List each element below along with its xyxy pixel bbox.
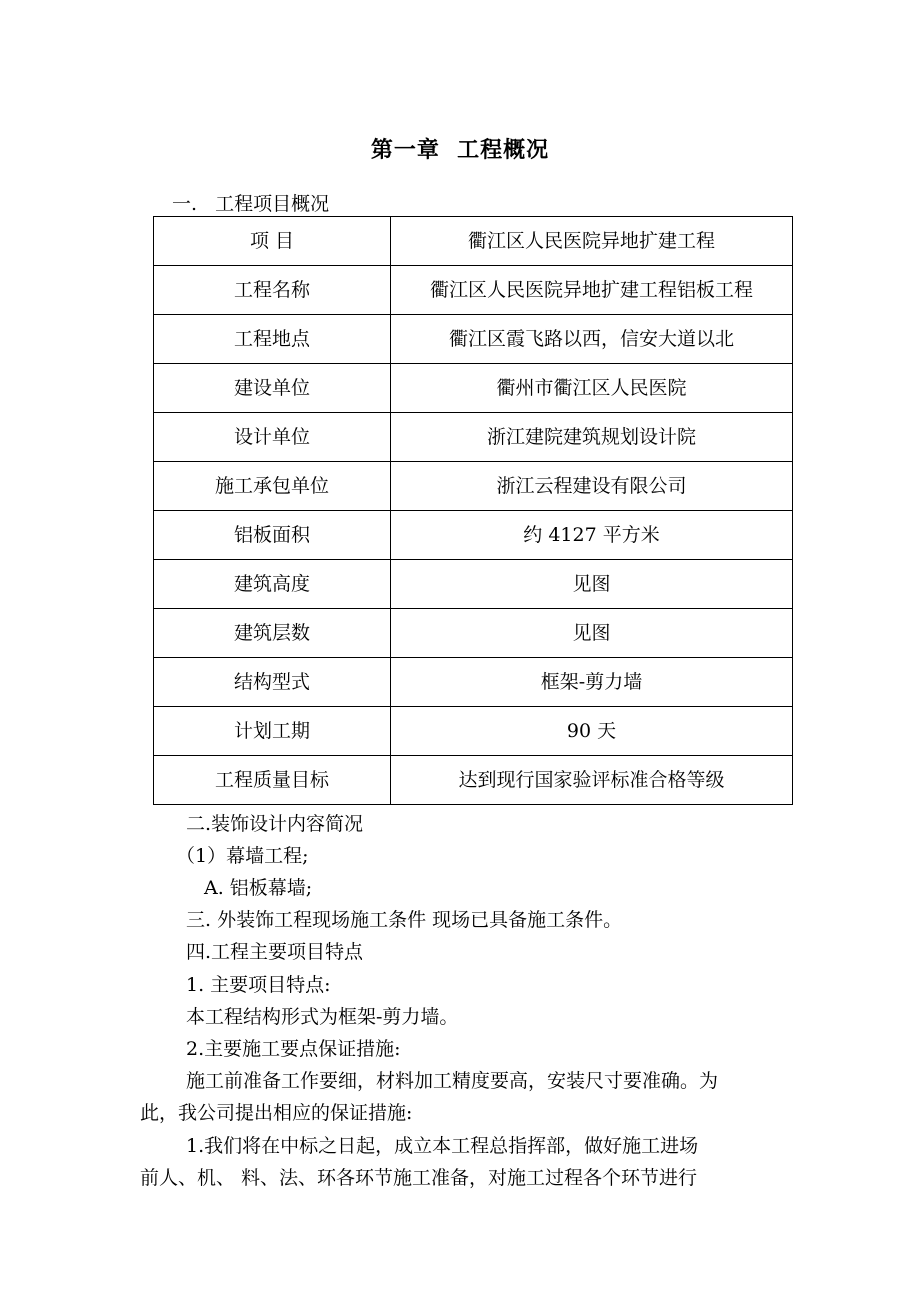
section-heading-site-conditions: 三. 外装饰工程现场施工条件 现场已具备施工条件。: [186, 909, 623, 931]
row-value: 约 4127 平方米: [391, 511, 793, 560]
row-label: 建筑层数: [154, 609, 391, 658]
row-label: 工程质量目标: [154, 756, 391, 805]
table-row: [154, 560, 793, 609]
row-label: 建设单位: [154, 364, 391, 413]
row-value: 浙江云程建设有限公司: [391, 462, 793, 511]
table-row: [154, 756, 793, 805]
list-item-aluminum-panel: A. 铝板幕墙;: [204, 877, 313, 899]
table-row: [154, 413, 793, 462]
table-row: [154, 315, 793, 364]
section-heading-design-content: 二.装饰设计内容简况: [186, 813, 364, 835]
row-label: 工程名称: [154, 266, 391, 315]
row-value: 浙江建院建筑规划设计院: [391, 413, 793, 462]
row-value: 衢江区人民医院异地扩建工程: [391, 217, 793, 266]
row-value: 衢江区霞飞路以西，信安大道以北: [391, 315, 793, 364]
paragraph-line: 施工前准备工作要细，材料加工精度要高，安装尺寸要准确。为: [186, 1070, 719, 1092]
row-label: 施工承包单位: [154, 462, 391, 511]
table-row: [154, 609, 793, 658]
table-row: [154, 511, 793, 560]
section-heading-project-overview: 一. 工程项目概况: [172, 193, 330, 215]
row-value: 衢州市衢江区人民医院: [391, 364, 793, 413]
row-label: 工程地点: [154, 315, 391, 364]
row-value: 衢江区人民医院异地扩建工程铝板工程: [391, 266, 793, 315]
row-value: 达到现行国家验评标准合格等级: [391, 756, 793, 805]
paragraph-line: 前人、机、 料、法、环各环节施工准备，对施工过程各个环节进行: [140, 1167, 698, 1189]
chapter-title: 第一章 工程概况: [370, 137, 550, 163]
table-row: [154, 707, 793, 756]
row-label: 计划工期: [154, 707, 391, 756]
paragraph-line: 此，我公司提出相应的保证措施:: [140, 1102, 413, 1124]
row-label: 结构型式: [154, 658, 391, 707]
table-row: [154, 266, 793, 315]
row-value: 见图: [391, 560, 793, 609]
row-label: 设计单位: [154, 413, 391, 462]
table-row: [154, 217, 793, 266]
row-value: 框架-剪力墙: [391, 658, 793, 707]
row-label: 铝板面积: [154, 511, 391, 560]
subsection-main-features: 1. 主要项目特点:: [186, 974, 331, 996]
subsection-key-measures: 2.主要施工要点保证措施:: [186, 1038, 401, 1060]
row-label: 建筑高度: [154, 560, 391, 609]
paragraph-line: 1.我们将在中标之日起，成立本工程总指挥部，做好施工进场: [186, 1135, 699, 1157]
paragraph-structure-form: 本工程结构形式为框架-剪力墙。: [186, 1006, 459, 1028]
table-row: [154, 364, 793, 413]
section-heading-project-features: 四.工程主要项目特点: [186, 941, 364, 963]
row-label: 项 目: [154, 217, 391, 266]
table-row: [154, 658, 793, 707]
row-value: 见图: [391, 609, 793, 658]
project-overview-table: [153, 216, 793, 805]
row-value: 90 天: [391, 707, 793, 756]
subsection-curtain-wall: （1）幕墙工程;: [176, 845, 309, 867]
table-row: [154, 462, 793, 511]
